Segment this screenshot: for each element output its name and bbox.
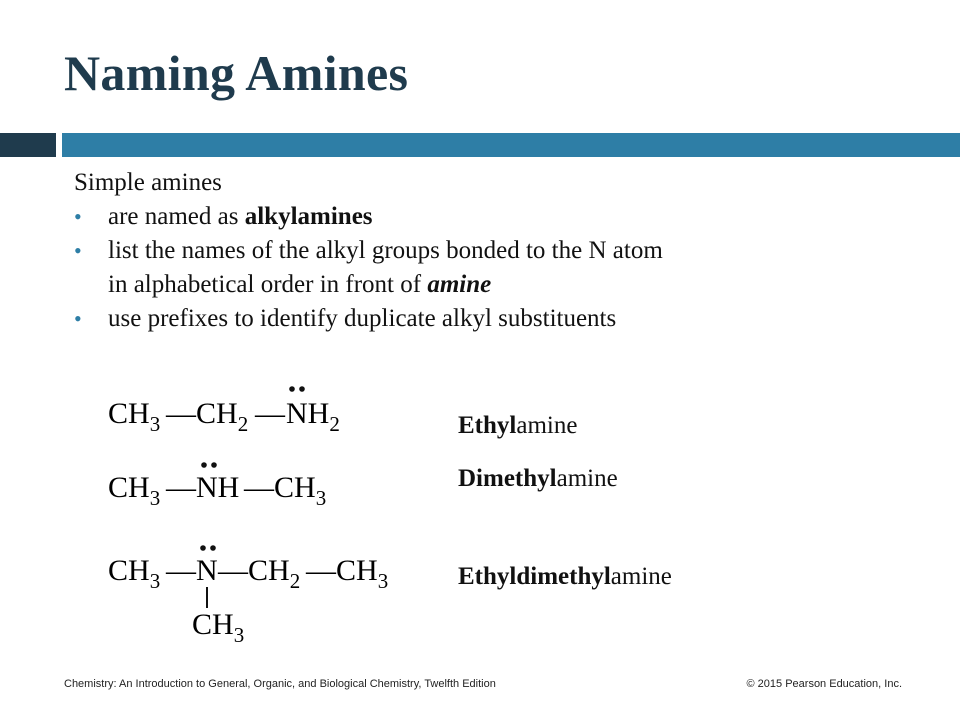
single-bond: — (166, 397, 196, 430)
bullet-icon: • (74, 238, 82, 263)
compound-name-ethylamine: Ethylamine (458, 412, 578, 439)
single-bond: — (244, 471, 274, 504)
lone-pair-dot (211, 462, 217, 468)
compound-name-dimethylamine: Dimethylamine (458, 465, 618, 492)
bullet-icon: • (74, 306, 82, 331)
single-bond: — (255, 397, 285, 430)
single-bond: — (306, 554, 336, 587)
bullet-emphasis: amine (427, 271, 492, 298)
footer-copyright: © 2015 Pearson Education, Inc. (746, 678, 902, 690)
single-bond: — (218, 554, 248, 587)
nh-group: NH (196, 471, 240, 504)
lone-pair-dot (201, 462, 207, 468)
ch2-group: $CH_2$ (196, 397, 249, 436)
bullet-bold-term: alkylamines (244, 203, 373, 230)
nh2-group: $NH_2$ (286, 397, 340, 436)
ch2-group: $CH_2$ (248, 554, 301, 593)
lone-pair-dot (200, 545, 206, 551)
bullet-cont-text: in alphabetical order in front of (108, 271, 428, 298)
footer-book-title: Chemistry: An Introduction to General, Organic, and Biological Chemistry, Twelfth Edition (64, 678, 496, 690)
bullet-text: use prefixes to identify duplicate alkyl substituents (108, 305, 617, 332)
single-bond: — (166, 471, 196, 504)
bullet-text: list the names of the alkyl groups bonded to the N atom (108, 237, 663, 264)
bullet-icon: • (74, 204, 82, 229)
compound-name-ethyldimethylamine: Ethyldimethylamine (458, 563, 672, 590)
n-atom: N (196, 554, 218, 587)
lone-pair-dot (299, 386, 305, 392)
ch3-group: $CH_3$ (108, 471, 161, 510)
single-bond: — (166, 554, 196, 587)
lone-pair-dot (289, 386, 295, 392)
bullet-text: are named as (108, 203, 245, 230)
ch3-group: $CH_3$ (274, 471, 327, 510)
intro-text: Simple amines (74, 169, 222, 196)
dimethylamine-structure (108, 462, 326, 510)
ch3-group: $CH_3$ (108, 554, 161, 593)
lone-pair-dot (210, 545, 216, 551)
ethylamine-structure (108, 386, 340, 436)
ch3-group: $CH_3$ (108, 397, 161, 436)
ethyldimethylamine-structure (108, 545, 388, 647)
slide-title: Naming Amines (64, 45, 409, 101)
ch3-group: $CH_3$ (192, 608, 245, 647)
ch3-group: $CH_3$ (336, 554, 389, 593)
